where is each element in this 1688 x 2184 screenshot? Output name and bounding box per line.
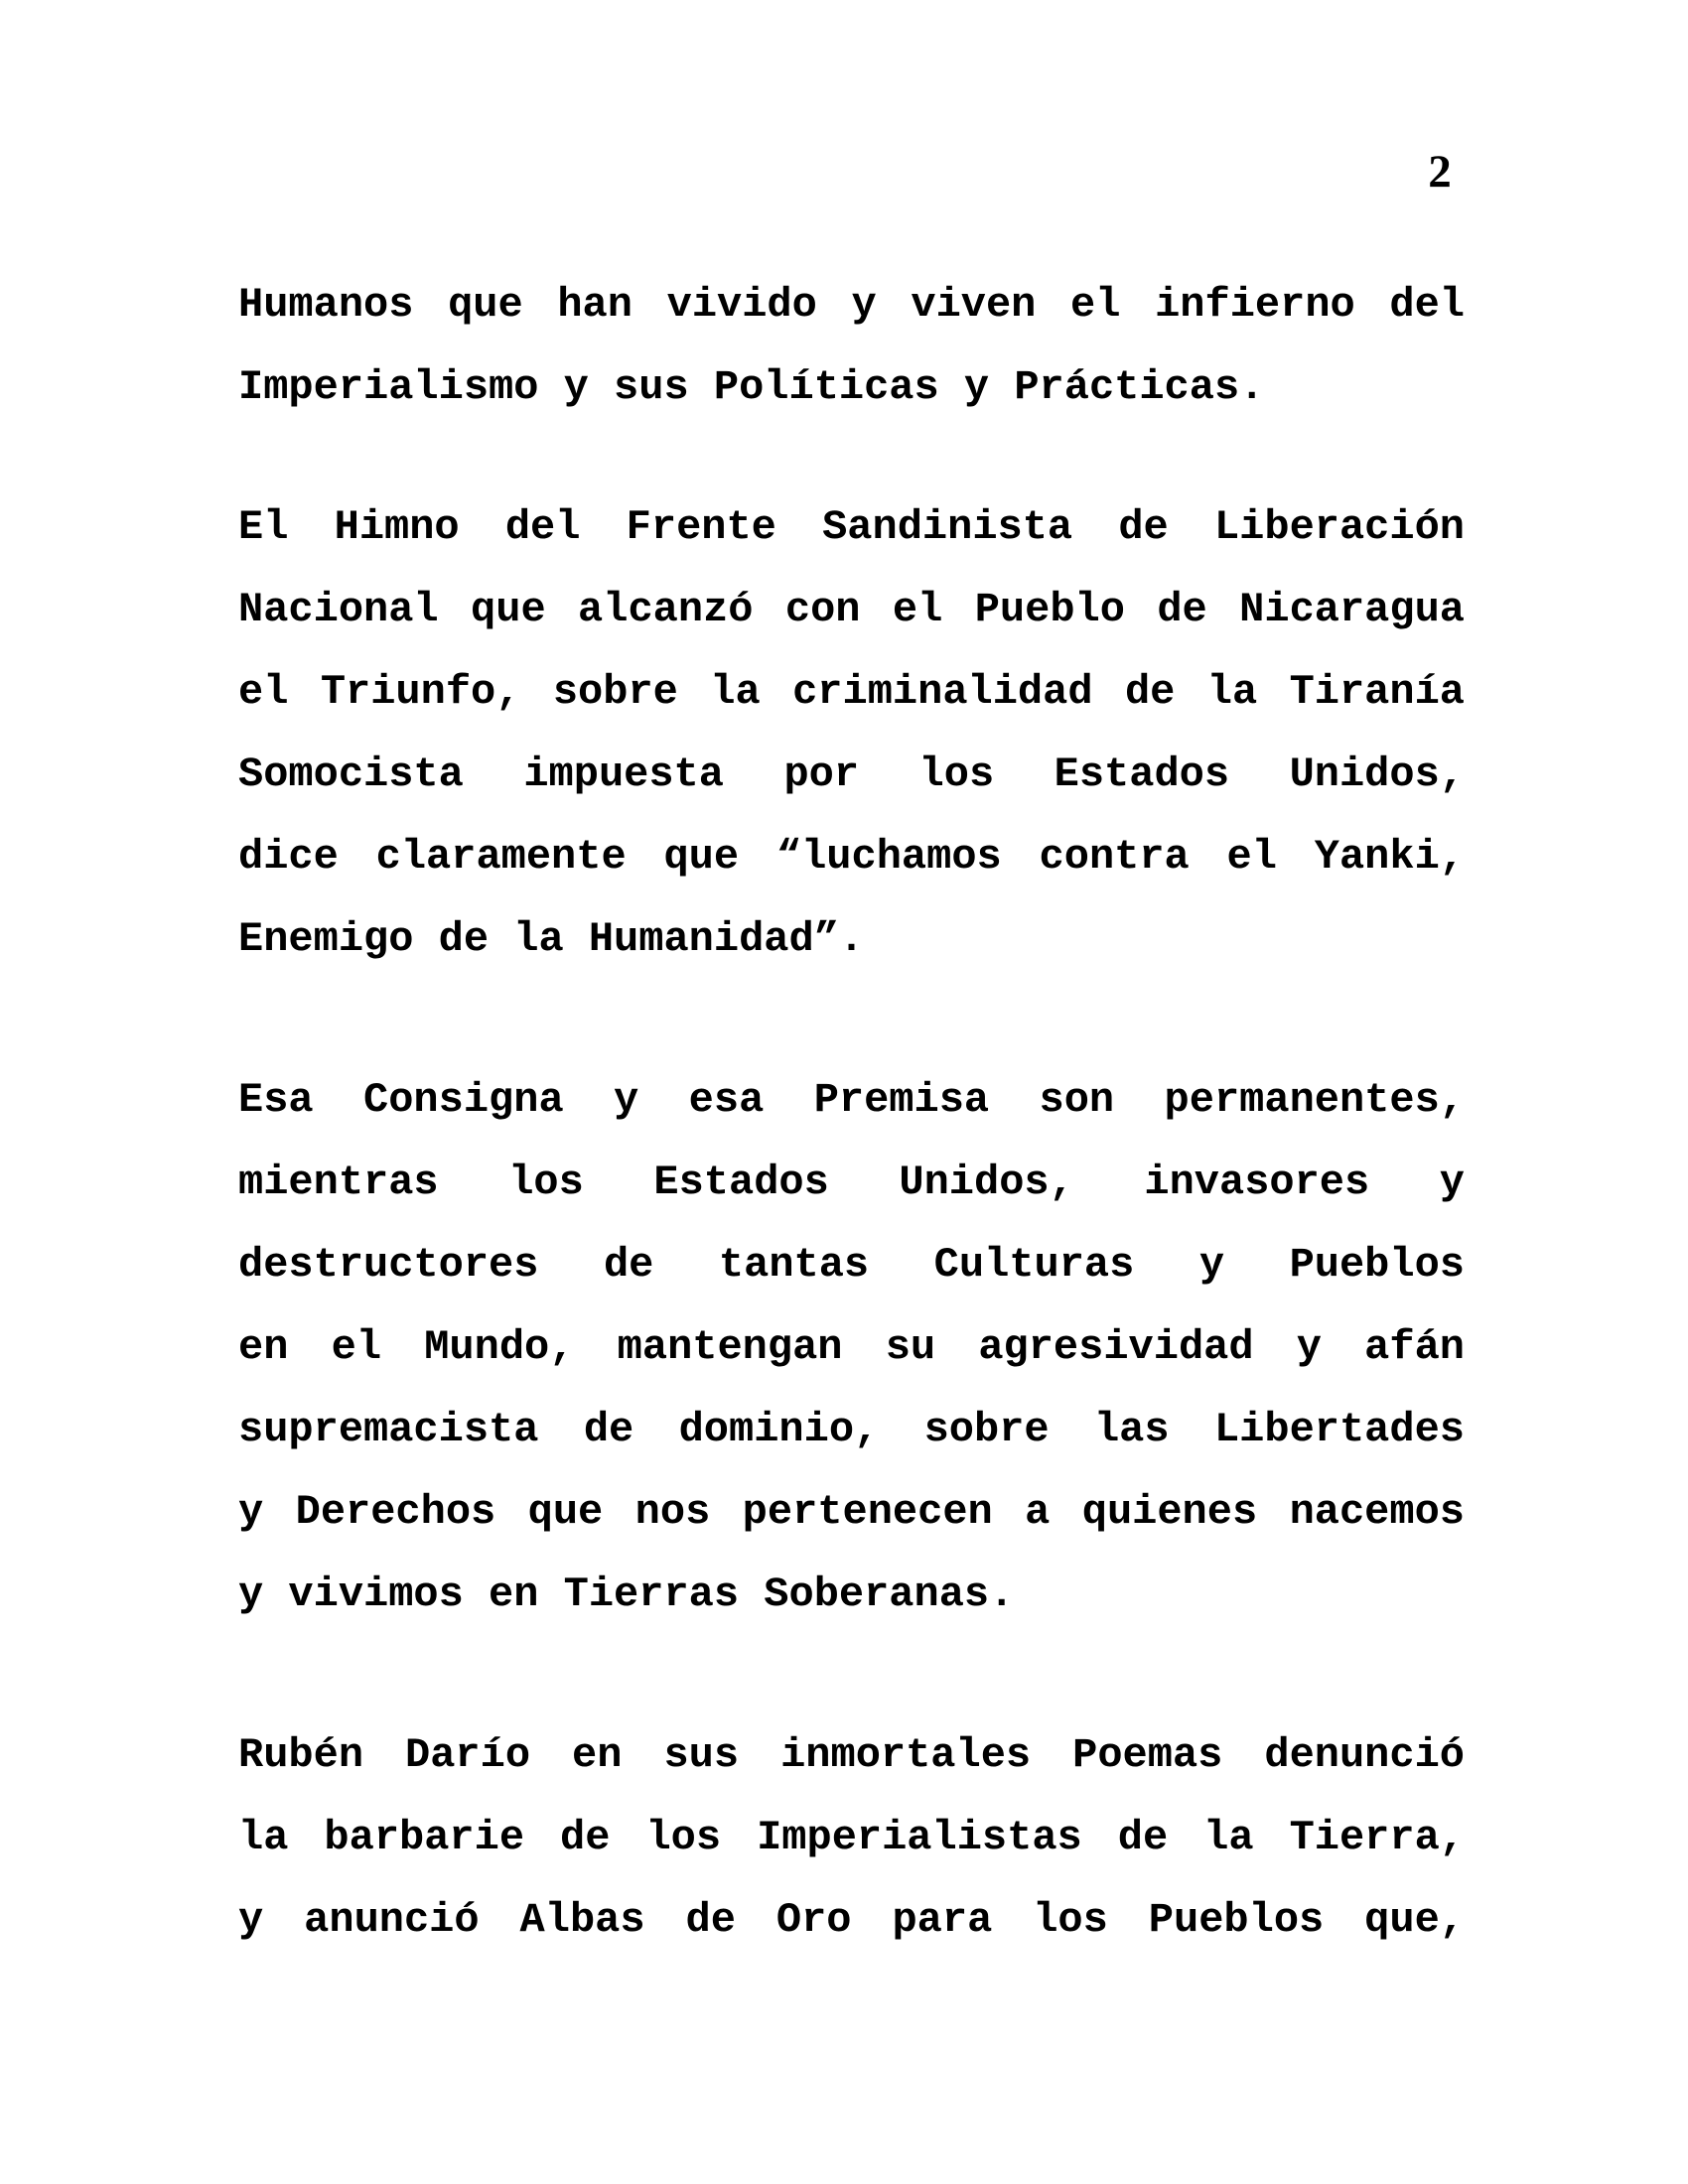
text-line: la barbarie de los Imperialistas de la Tierra, [238,1814,1465,1861]
paragraph [238,1714,1465,1962]
text-line: El Himno del Frente Sandinista de Liberación [238,503,1465,551]
paragraph [238,1059,1465,1636]
text-line: en el Mundo, mantengan su agresividad y afán [238,1323,1465,1371]
text-line: mientras los Estados Unidos, invasores y [238,1159,1465,1206]
paragraph [238,486,1465,981]
text-line: Somocista impuesta por los Estados Unidos, [238,751,1465,798]
text-line: Rubén Darío en sus inmortales Poemas denunció [238,1731,1465,1779]
text-line: supremacista de dominio, sobre las Libertades [238,1406,1465,1453]
text-line: Nacional que alcanzó con el Pueblo de Nicaragua [238,586,1465,633]
paragraph [238,264,1465,429]
text-line: destructores de tantas Culturas y Pueblos [238,1241,1465,1289]
text-line: el Triunfo, sobre la criminalidad de la Tiranía [238,668,1465,716]
text-line: Humanos que han vivido y viven el infierno del [238,281,1465,329]
document-body [238,264,1465,1962]
text-line: Esa Consigna y esa Premisa son permanentes, [238,1076,1465,1124]
text-line: Enemigo de la Humanidad”. [238,915,865,963]
text-line: Imperialismo y sus Políticas y Prácticas. [238,363,1265,411]
text-line: y Derechos que nos pertenecen a quienes nacemos [238,1488,1465,1536]
page-number: 2 [1428,146,1452,198]
text-line: dice claramente que “luchamos contra el Yanki, [238,833,1465,881]
text-line: y vivimos en Tierras Soberanas. [238,1570,1015,1618]
text-line: y anunció Albas de Oro para los Pueblos que, [238,1896,1465,1944]
